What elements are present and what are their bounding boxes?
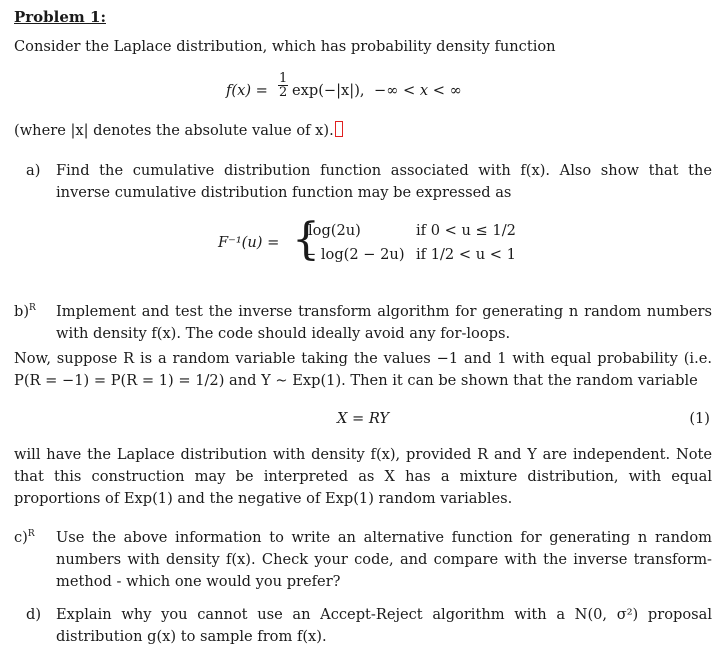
part-d-text: Explain why you cannot use an Accept-Reject algorithm with a N(0, σ²) proposal distribution g(x) to sample from f(x).	[56, 606, 712, 645]
case1-cond: if 0 < u ≤ 1/2	[416, 222, 516, 239]
part-b-sup: R	[29, 303, 36, 314]
part-a-label: a)	[26, 162, 41, 179]
pdf-frac-num: 1	[279, 71, 288, 86]
piecewise-brace: {	[292, 214, 320, 265]
part-b-text: Implement and test the inverse transform algorithm for generating n random numbers with density f(x). The code should ideally avoid any for-loops.	[56, 303, 712, 342]
pdf-lhs: f(x) =	[226, 82, 268, 99]
part-a-text: Find the cumulative distribution function associated with f(x). Also show that the inverse cumulative distribution function may be expressed as	[56, 162, 712, 201]
inverse-cdf-equation	[218, 214, 538, 268]
now-paragraph: Now, suppose R is a random variable taking the values −1 and 1 with equal probability (i.e. P(R = −1) = P(R = 1) = 1/2) and Y ∼ Exp(1). Then it can be shown that the random variable	[14, 350, 712, 389]
inv-lhs: F⁻¹(u) =	[218, 234, 280, 251]
pdf-fraction	[278, 72, 288, 99]
pdf-frac-den: 2	[279, 85, 288, 100]
note-text: (where |x| denotes the absolute value of x).	[14, 122, 334, 139]
part-d-label: d)	[26, 606, 42, 623]
text-cursor-marker	[335, 121, 343, 137]
part-c-label-text: c)	[14, 529, 28, 546]
equation-1: X = RY	[336, 410, 390, 427]
case2-cond: if 1/2 < u < 1	[416, 246, 516, 263]
pdf-equation	[226, 70, 506, 110]
equation-1-number: (1)	[689, 410, 710, 427]
abs-value-note	[14, 120, 712, 142]
part-b-label	[14, 301, 36, 323]
problem-title: Problem 1:	[14, 8, 106, 26]
pdf-domain: −∞ < x < ∞	[374, 82, 462, 99]
part-c-text: Use the above information to write an alternative function for generating n random numbers with density f(x). Check your code, and compare with the inverse transform-method - which one would you prefer?	[56, 529, 712, 590]
case1-expr: log(2u)	[308, 222, 361, 239]
part-b-label-text: b)	[14, 303, 30, 320]
intro-text: Consider the Laplace distribution, which has probability density function	[14, 38, 556, 55]
part-c-sup: R	[27, 529, 35, 540]
part-c-label	[14, 527, 35, 549]
case2-expr: − log(2 − 2u)	[304, 246, 405, 263]
pdf-rhs: exp(−|x|),	[292, 82, 365, 99]
laplace-paragraph: will have the Laplace distribution with density f(x), provided R and Y are independent. Note that this construction may be interpreted as X has a mixture distribution, with equal proportions of Exp(1) and the negative of Exp(1) random variables.	[14, 446, 712, 507]
